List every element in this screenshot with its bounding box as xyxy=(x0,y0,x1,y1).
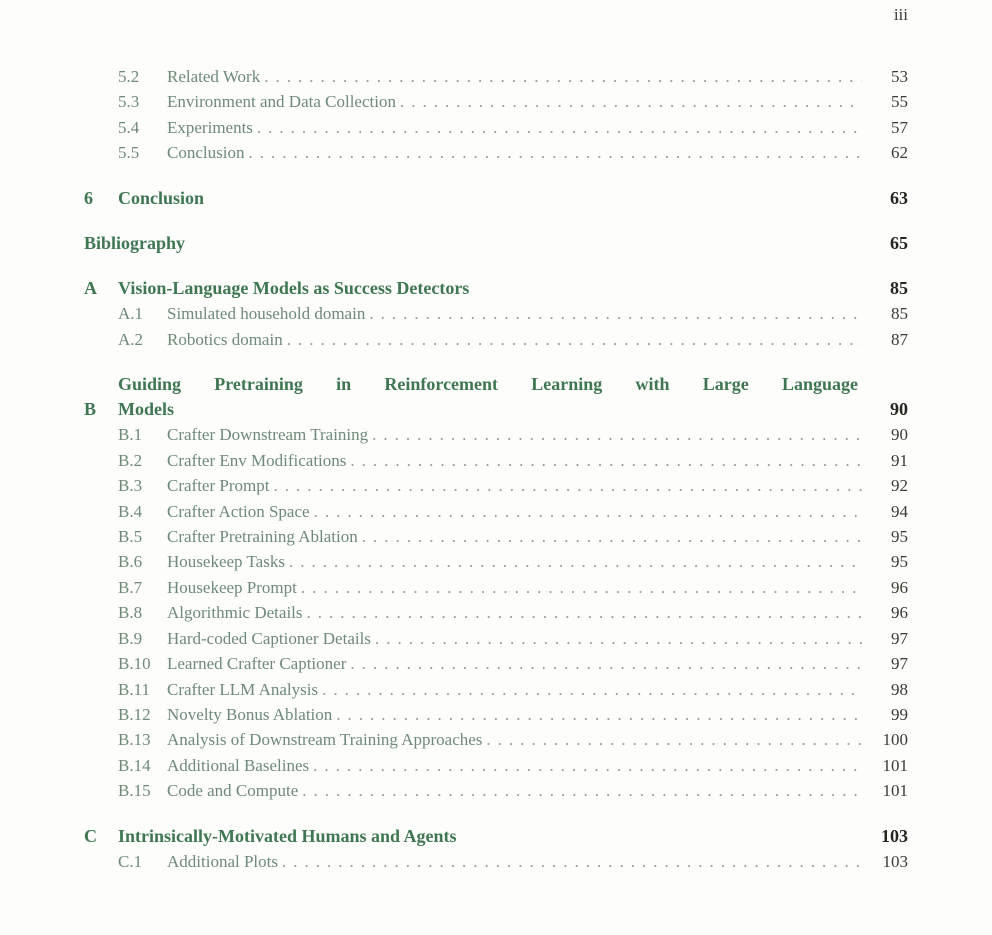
toc-entry-page: 57 xyxy=(891,117,908,137)
toc-entry-number: A.1 xyxy=(118,304,144,324)
toc-entry-number: B.11 xyxy=(118,679,150,699)
toc-entry-page: 90 xyxy=(890,399,908,420)
toc-entry-page: 62 xyxy=(891,143,908,163)
toc-entry-number: C.1 xyxy=(118,851,143,871)
toc-section-entry[interactable] xyxy=(118,473,908,498)
toc-entry-number: B.8 xyxy=(118,603,143,623)
dot-leader xyxy=(369,301,862,326)
toc-entry-number: 5.2 xyxy=(118,67,140,86)
toc-entry-number: B.1 xyxy=(118,425,143,445)
toc-entry-page: 97 xyxy=(891,628,908,648)
toc-title-line: Conclusion xyxy=(118,187,205,208)
dot-leader xyxy=(350,651,862,676)
toc-entry-number: B.12 xyxy=(118,704,151,724)
toc-section-entry[interactable] xyxy=(118,327,908,352)
toc-section-entry[interactable] xyxy=(118,651,908,676)
toc-entry-title: Additional Baselines xyxy=(167,755,310,775)
toc-section-entry[interactable] xyxy=(118,677,908,702)
toc-entry-page: 90 xyxy=(891,425,908,445)
toc-section-entry[interactable] xyxy=(118,448,908,473)
toc-entry-title: Housekeep Tasks xyxy=(167,552,285,572)
toc-entry-title: Crafter Env Modifications xyxy=(167,450,347,470)
toc-entry-number: 5.3 xyxy=(118,92,140,112)
toc-list xyxy=(84,64,908,874)
toc-entry-page: 87 xyxy=(891,329,908,349)
toc-entry-page: 92 xyxy=(891,476,908,496)
toc-chapter-entry[interactable] xyxy=(84,372,908,422)
toc-entry-title: Environment and Data Collection xyxy=(167,92,396,112)
toc-entry-number: B.5 xyxy=(118,527,143,547)
dot-leader xyxy=(336,702,862,727)
toc-title-line: Guiding Pretraining in Reinforcement Learning with Large Language xyxy=(118,374,858,395)
toc-entry-title: Analysis of Downstream Training Approaches xyxy=(167,730,483,750)
toc-entry-title: Crafter Pretraining Ablation xyxy=(167,527,358,547)
toc-chapter-entry[interactable] xyxy=(84,186,908,211)
toc-entry-title: Crafter Downstream Training xyxy=(167,425,369,445)
toc-entry-page: 94 xyxy=(891,501,908,521)
toc-entry-number: B.14 xyxy=(118,755,151,775)
toc-entry-page: 85 xyxy=(890,278,908,299)
toc-entry-number: B.15 xyxy=(118,781,151,801)
dot-leader xyxy=(302,778,862,803)
dot-leader xyxy=(307,600,862,625)
dot-leader xyxy=(248,140,862,165)
toc-entry-page: 95 xyxy=(891,552,908,572)
toc-title-line: Models xyxy=(118,399,174,420)
toc-entry-number: 5.5 xyxy=(118,143,140,163)
toc-entry-page: 96 xyxy=(891,577,908,597)
toc-entry-title xyxy=(118,186,866,211)
toc-entry-number: A.2 xyxy=(118,329,144,349)
toc-entry-title: Robotics domain xyxy=(167,329,283,349)
dot-leader xyxy=(350,448,862,473)
toc-entry-title: Code and Compute xyxy=(167,781,299,801)
toc-entry-title: Crafter LLM Analysis xyxy=(167,679,319,699)
toc-entry-number: B.4 xyxy=(118,501,143,521)
toc-entry-number: B.6 xyxy=(118,552,143,572)
page-number-folio: iii xyxy=(893,5,908,24)
toc-section-entry[interactable] xyxy=(118,626,908,651)
toc-entry-page: 95 xyxy=(891,527,908,547)
toc-entry-number: B xyxy=(84,399,97,420)
dot-leader xyxy=(375,626,862,651)
toc-entry-title: Simulated household domain xyxy=(167,304,366,324)
toc-entry-title: Conclusion xyxy=(167,143,245,163)
toc-entry-page: 91 xyxy=(891,450,908,470)
toc-entry-page: 103 xyxy=(882,851,908,871)
toc-entry-number: 5.4 xyxy=(118,117,140,137)
toc-entry-page: 65 xyxy=(890,232,908,253)
toc-entry-number: B.2 xyxy=(118,450,143,470)
toc-entry-page: 101 xyxy=(882,755,908,775)
toc-entry-page: 85 xyxy=(891,304,908,324)
toc-entry-number: 6 xyxy=(84,187,93,208)
toc-entry-title: Algorithmic Details xyxy=(167,603,303,623)
toc-entry-title xyxy=(84,231,866,256)
toc-entry-page: 101 xyxy=(882,781,908,801)
toc-entry-page: 97 xyxy=(891,654,908,674)
toc-entry-title xyxy=(118,824,866,849)
toc-entry-title: Learned Crafter Captioner xyxy=(167,654,347,674)
toc-chapter-entry[interactable] xyxy=(84,276,908,301)
dot-leader xyxy=(287,327,862,352)
toc-section-entry[interactable] xyxy=(118,89,908,114)
toc-entry-page: 103 xyxy=(881,825,908,846)
toc-entry-page: 98 xyxy=(891,679,908,699)
toc-section-entry[interactable] xyxy=(118,422,908,447)
toc-title-line: Intrinsically-Motivated Humans and Agents xyxy=(118,825,457,846)
toc-entry-number: A xyxy=(84,278,97,299)
dot-leader xyxy=(257,115,862,140)
dot-leader xyxy=(273,473,862,498)
toc-entry-page: 100 xyxy=(882,730,908,750)
toc-entry-title: Hard-coded Captioner Details xyxy=(167,628,371,648)
dot-leader xyxy=(362,524,862,549)
toc-entry-title: Novelty Bonus Ablation xyxy=(167,704,333,724)
dot-leader xyxy=(400,89,862,114)
toc-entry-page: 96 xyxy=(891,603,908,623)
toc-title-line: Vision-Language Models as Success Detectors xyxy=(118,278,470,299)
dot-leader xyxy=(289,549,862,574)
toc-section-entry[interactable] xyxy=(118,702,908,727)
toc-section-entry[interactable] xyxy=(118,753,908,778)
toc-section-entry[interactable] xyxy=(118,575,908,600)
toc-section-entry[interactable] xyxy=(118,600,908,625)
toc-entry-title xyxy=(118,372,866,422)
toc-entry-title: Housekeep Prompt xyxy=(167,577,297,597)
toc-entry-number: C xyxy=(84,825,97,846)
toc-entry-number: B.9 xyxy=(118,628,143,648)
toc-entry-number: B.7 xyxy=(118,577,143,597)
toc-entry-number: B.13 xyxy=(118,730,151,750)
toc-section-entry[interactable] xyxy=(118,499,908,524)
toc-section-entry[interactable] xyxy=(118,64,908,89)
toc-section-entry[interactable] xyxy=(118,549,908,574)
toc-entry-page: 99 xyxy=(891,704,908,724)
toc-entry-number: B.3 xyxy=(118,476,143,496)
toc-chapter-entry[interactable] xyxy=(84,231,908,256)
toc-section-entry[interactable] xyxy=(118,727,908,752)
toc-entry-title: Additional Plots xyxy=(167,851,278,871)
toc-section-entry[interactable] xyxy=(118,524,908,549)
dot-leader xyxy=(486,727,862,752)
dot-leader xyxy=(372,422,862,447)
dot-leader xyxy=(282,849,862,874)
toc-entry-title: Related Work xyxy=(167,67,261,86)
toc-entry-page: 63 xyxy=(890,187,908,208)
toc-title-line: Bibliography xyxy=(84,232,186,253)
toc-entry-title: Experiments xyxy=(167,117,253,137)
dot-leader xyxy=(322,677,862,702)
toc-chapter-entry[interactable] xyxy=(84,824,908,849)
toc-entry-title: Crafter Prompt xyxy=(167,476,270,496)
toc-section-entry[interactable] xyxy=(118,778,908,803)
toc-section-entry[interactable] xyxy=(118,301,908,326)
dot-leader xyxy=(314,499,862,524)
dot-leader xyxy=(301,575,862,600)
toc-entry-number: B.10 xyxy=(118,654,151,674)
toc-entry-title xyxy=(118,276,866,301)
toc-section-entry[interactable] xyxy=(118,140,908,165)
dot-leader xyxy=(313,753,862,778)
toc-section-entry[interactable] xyxy=(118,115,908,140)
toc-entry-title: Crafter Action Space xyxy=(167,501,310,521)
toc-entry-page: 55 xyxy=(891,92,908,112)
toc-entry-page: 53 xyxy=(891,67,908,86)
dot-leader xyxy=(264,64,862,89)
toc-section-entry[interactable] xyxy=(118,849,908,874)
